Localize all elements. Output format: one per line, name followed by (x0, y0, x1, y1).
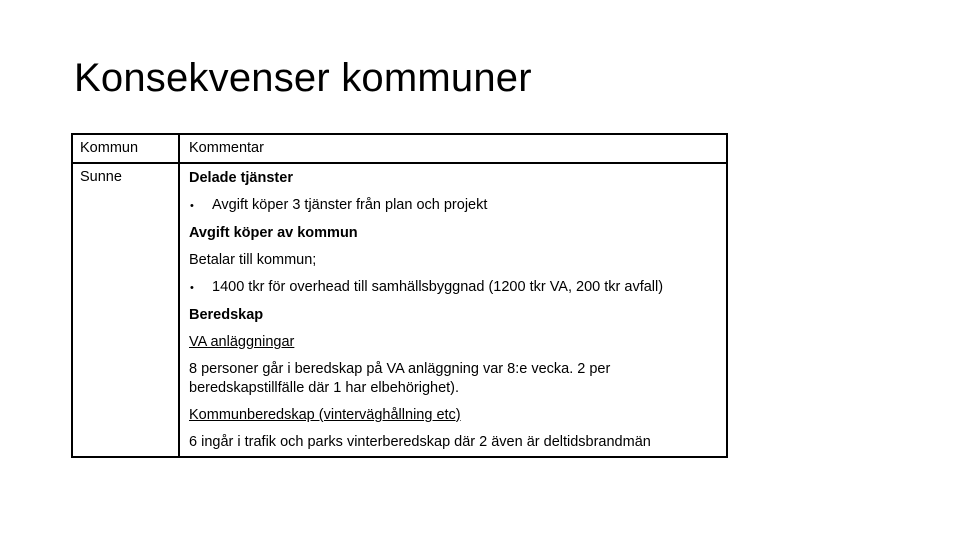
bullet-text: 1400 tkr för overhead till samhällsbyggnad (1200 tkr VA, 200 tkr avfall) (212, 279, 664, 295)
header-kommun: Kommun (72, 134, 179, 163)
table-header-row (72, 134, 727, 163)
header-kommentar: Kommentar (179, 134, 727, 163)
bullet-item (189, 278, 720, 298)
slide-title: Konsekvenser kommuner (74, 56, 532, 100)
heading-avgift-kommun: Avgift köper av kommun (189, 225, 358, 241)
cell-kommun: Sunne (72, 163, 179, 457)
text-betalar: Betalar till kommun; (189, 252, 317, 268)
bullet-text: Avgift köper 3 tjänster från plan och projekt (212, 197, 488, 213)
bullet-icon: • (190, 200, 194, 212)
heading-delade-tjanster: Delade tjänster (189, 170, 293, 186)
bullet-item (189, 196, 720, 216)
consequences-table (71, 133, 728, 458)
text-va-beredskap: 8 personer går i beredskap på VA anläggning var 8:e vecka. 2 per beredskapstillfälle där 1 har elbehörighet). (189, 361, 611, 396)
subheading-va-anlaggningar: VA anläggningar (189, 334, 295, 350)
heading-beredskap: Beredskap (189, 307, 264, 323)
cell-kommentar (179, 163, 727, 457)
table-row (72, 163, 727, 457)
text-vinterberedskap: 6 ingår i trafik och parks vinterberedskap där 2 även är deltidsbrandmän (189, 434, 651, 450)
subheading-kommunberedskap: Kommunberedskap (vinterväghållning etc) (189, 407, 461, 423)
bullet-icon: • (190, 282, 194, 294)
